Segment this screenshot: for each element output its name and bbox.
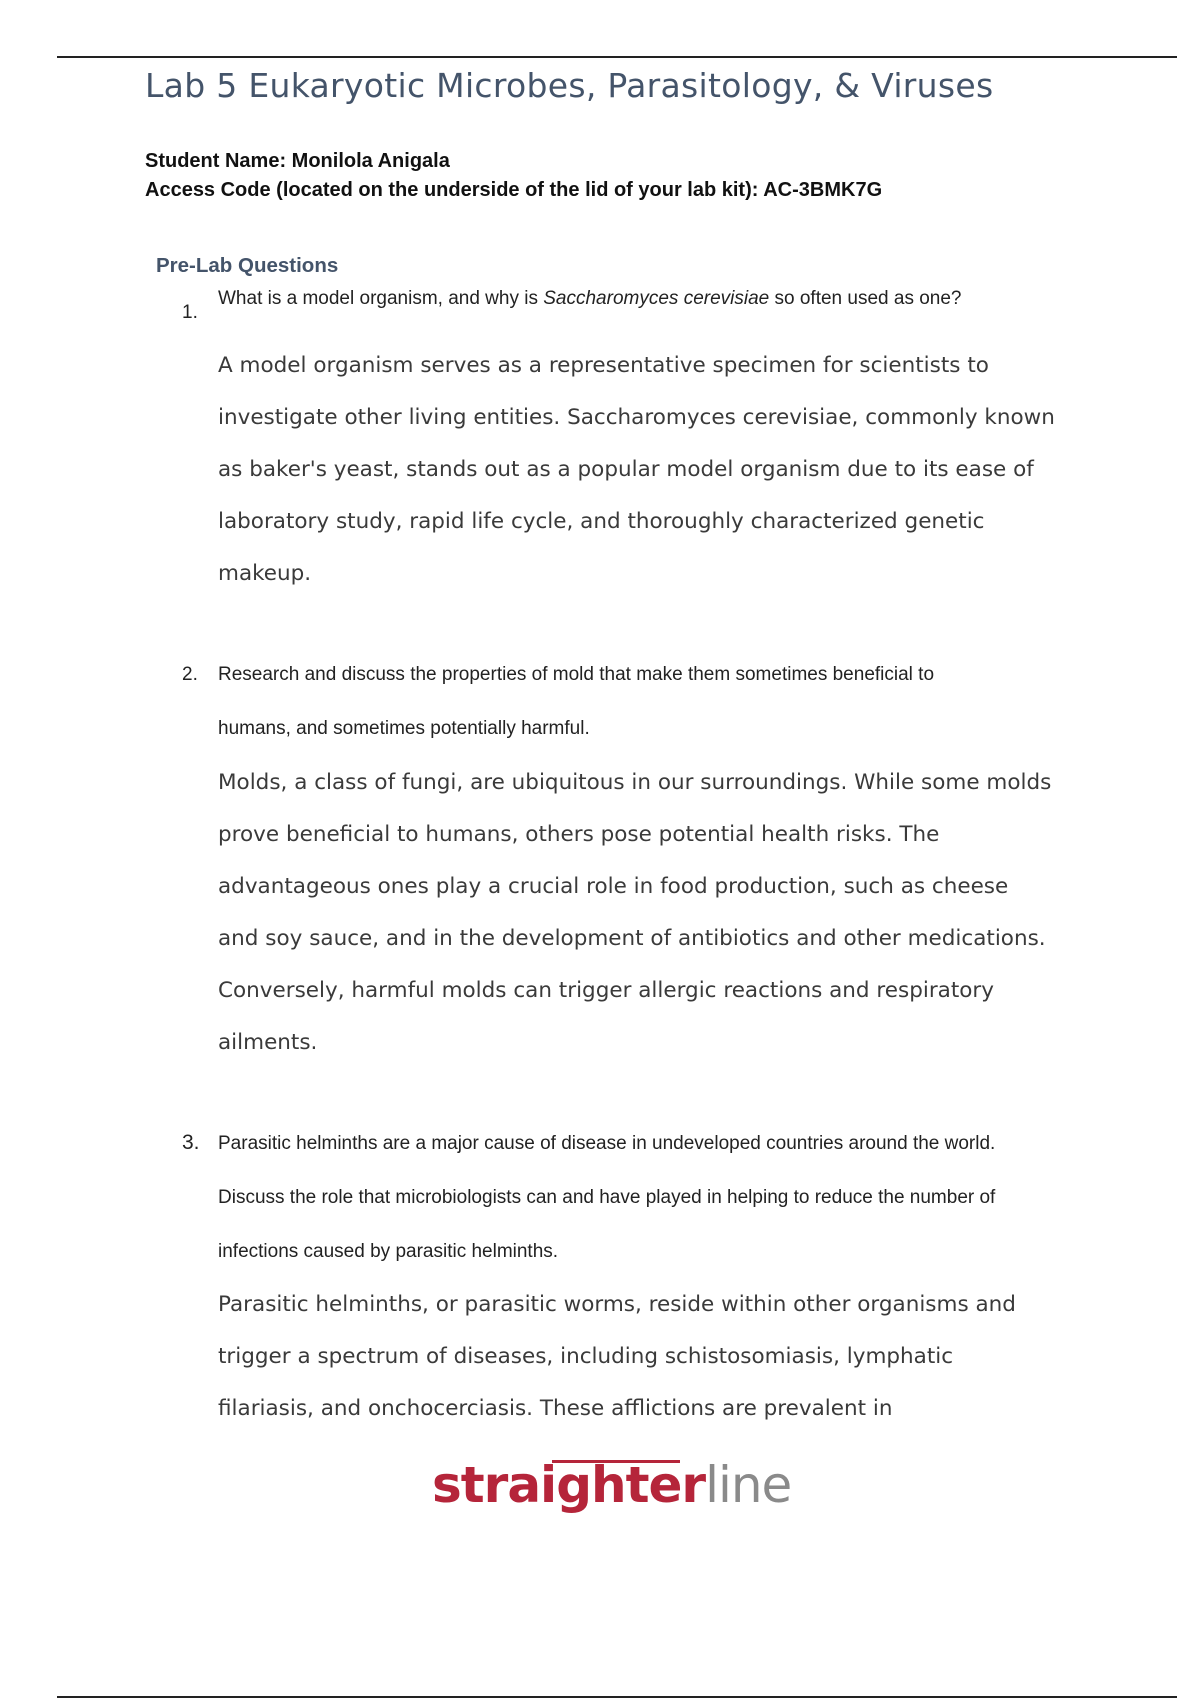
answer-2-line: and soy sauce, and in the development of antibiotics and other medications. — [218, 926, 1046, 951]
answer-2-line: prove beneficial to humans, others pose potential health risks. The — [218, 822, 940, 847]
question-2-text-line: Research and discuss the properties of mold that make them sometimes beneficial to — [218, 664, 935, 685]
answer-3 — [218, 1279, 1098, 1435]
question-1-number: 1. — [182, 302, 198, 323]
bottom-rule — [57, 1696, 1177, 1698]
question-2-text-line: humans, and sometimes potentially harmful. — [218, 718, 590, 739]
logo-wordmark — [432, 1456, 791, 1514]
question-2-number: 2. — [182, 664, 198, 685]
question-1-text-before: What is a model organism, and why is — [218, 288, 544, 309]
question-3-number: 3. — [182, 1131, 200, 1154]
answer-2-line: Conversely, harmful molds can trigger allergic reactions and respiratory — [218, 978, 994, 1003]
student-info — [145, 147, 882, 205]
section-heading-prelab: Pre-Lab Questions — [156, 254, 339, 277]
question-1-text — [218, 287, 1098, 311]
straighterline-logo — [432, 1450, 802, 1530]
answer-2-line: ailments. — [218, 1030, 318, 1055]
answer-3-line: filariasis, and onchocerciasis. These afflictions are prevalent in — [218, 1396, 893, 1421]
access-code-line: Access Code (located on the underside of the lid of your lab kit): AC-3BMK7G — [145, 179, 883, 201]
answer-2-line: advantageous ones play a crucial role in food production, such as cheese — [218, 874, 1009, 899]
answer-1-line: A model organism serves as a representative specimen for scientists to — [218, 353, 989, 378]
question-3-text-line: Parasitic helminths are a major cause of disease in undeveloped countries around the world. — [218, 1133, 996, 1154]
answer-1 — [218, 340, 1098, 600]
question-3-text — [218, 1117, 1098, 1279]
question-3-text-line: infections caused by parasitic helminths. — [218, 1241, 559, 1262]
question-2-text — [218, 648, 1098, 756]
answer-2 — [218, 757, 1098, 1069]
question-1-text-italic: Saccharomyces cerevisiae — [543, 288, 770, 309]
question-1-text-after: so often used as one? — [769, 288, 962, 309]
top-rule — [57, 56, 1177, 58]
answer-3-line: trigger a spectrum of diseases, including schistosomiasis, lymphatic — [218, 1344, 954, 1369]
answer-3-line: Parasitic helminths, or parasitic worms, reside within other organisms and — [218, 1292, 1016, 1317]
answer-2-line: Molds, a class of fungi, are ubiquitous in our surroundings. While some molds — [218, 770, 1052, 795]
answer-1-line: makeup. — [218, 561, 312, 586]
answer-1-line: laboratory study, rapid life cycle, and thoroughly characterized genetic — [218, 509, 985, 534]
question-3-text-line: Discuss the role that microbiologists can and have played in helping to reduce the number of — [218, 1187, 996, 1208]
logo-light-text: line — [705, 1456, 792, 1514]
answer-1-line: investigate other living entities. Saccharomyces cerevisiae, commonly known — [218, 405, 1055, 430]
answer-1-line: as baker's yeast, stands out as a popular model organism due to its ease of — [218, 457, 1034, 482]
logo-strong-text: straighter — [432, 1456, 706, 1514]
student-name-line: Student Name: Monilola Anigala — [145, 150, 450, 172]
document-title: Lab 5 Eukaryotic Microbes, Parasitology, & Viruses — [145, 66, 994, 105]
